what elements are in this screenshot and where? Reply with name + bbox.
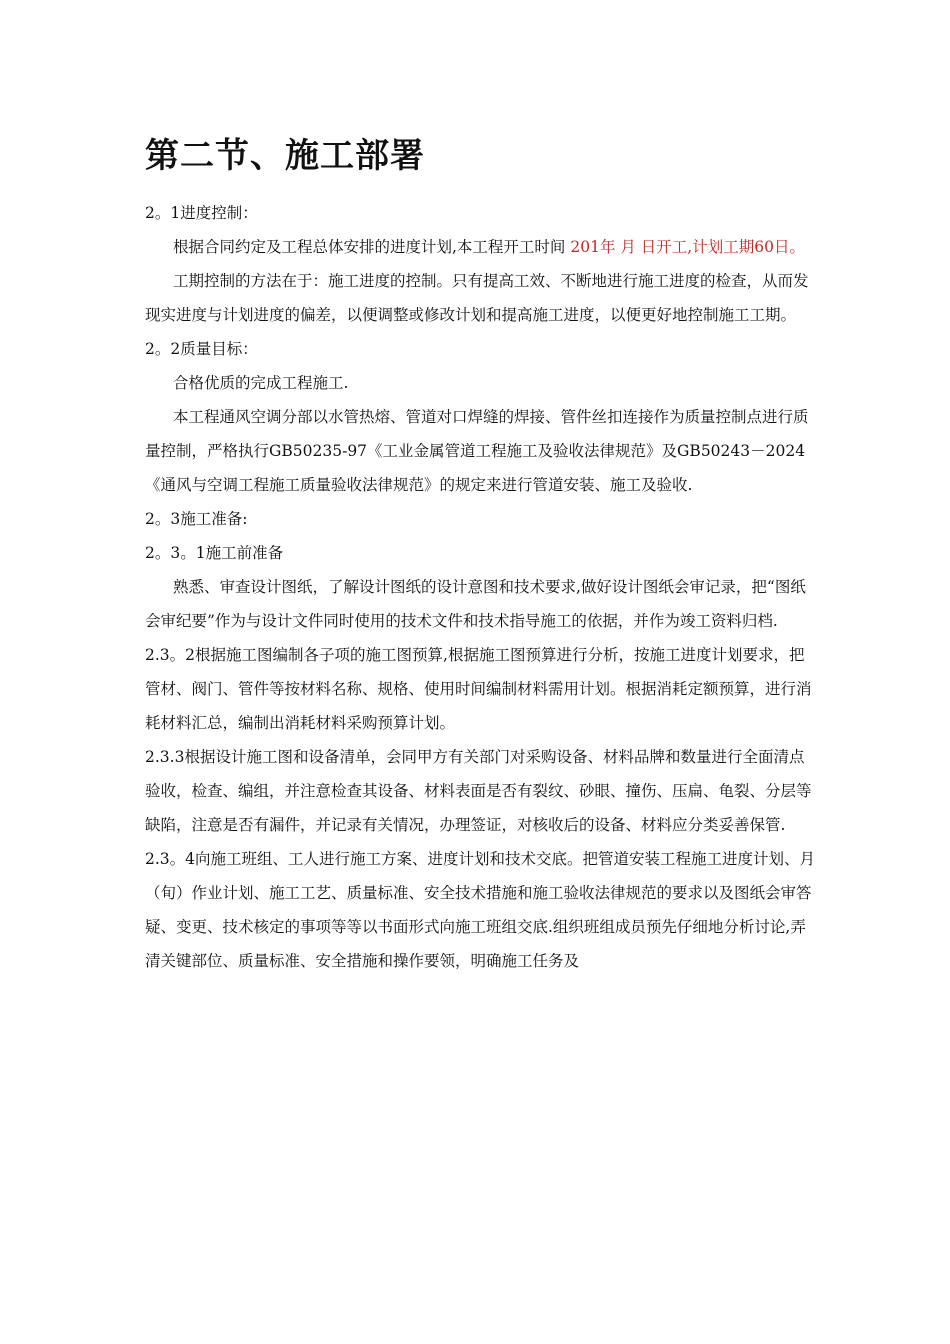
paragraph-schedule [145,230,815,264]
paragraph-quality-goal: 合格优质的完成工程施工. [173,374,349,392]
paragraph-schedule-control: 工期控制的方法在于：施工进度的控制。只有提高工效、不断地进行施工进度的检查，从而发现实进度与计划进度的偏差，以便调整或修改计划和提高施工进度，以便更好地控制施工工期。 [145,272,809,324]
paragraph-schedule-lead: 根据合同约定及工程总体安排的进度计划,本工程开工时间 [173,238,566,256]
heading-2-3: 2。3施工准备: [145,510,248,528]
section-title: 第二节、施工部署 [145,136,425,176]
start-date-highlight: 201年 月 日开工,计划工期60日。 [565,238,805,256]
paragraph-2-3-3: 2.3.3根据设计施工图和设备清单，会同甲方有关部门对采购设备、材料品牌和数量进行全面清点验收，检查、编组，并注意检查其设备、材料表面是否有裂纹、砂眼、撞伤、压扁、龟裂、分层等缺陷，注意是否有漏件，并记录有关情况，办理签证，对核收后的设备、材料应分类妥善保管. [145,748,812,834]
heading-2-2: 2。2质量目标： [145,340,258,358]
heading-2-3-1: 2。3。1施工前准备 [145,544,284,562]
heading-2-1: 2。1进度控制： [145,204,258,222]
paragraph-2-3-4: 2.3。4向施工班组、工人进行施工方案、进度计划和技术交底。把管道安装工程施工进度计划、月（旬）作业计划、施工工艺、质量标准、安全技术措施和施工验收法律规范的要求以及图纸会审答疑、变更、技术核定的事项等等以书面形式向施工班组交底.组织班组成员预先仔细地分析讨论,弄清关键部位、质量标准、安全措施和操作要领，明确施工任务及 [145,850,816,970]
paragraph-2-3-2: 2.3。2根据施工图编制各子项的施工图预算,根据施工图预算进行分析，按施工进度计划要求，把管材、阀门、管件等按材料名称、规格、使用时间编制材料需用计划。根据消耗定额预算，进行消耗材料汇总，编制出消耗材料采购预算计划。 [145,646,812,732]
document-body [145,196,815,978]
paragraph-drawing-review: 熟悉、审查设计图纸，了解设计图纸的设计意图和技术要求,做好设计图纸会审记录，把“图纸会审纪要”作为与设计文件同时使用的技术文件和技术指导施工的依据，并作为竣工资料归档. [145,578,806,630]
paragraph-quality-control: 本工程通风空调分部以水管热熔、管道对口焊缝的焊接、管件丝扣连接作为质量控制点进行质量控制，严格执行GB50235-97《工业金属管道工程施工及验收法律规范》及GB50243－2024《通风与空调工程施工质量验收法律规范》的规定来进行管道安装、施工及验收. [145,408,809,494]
